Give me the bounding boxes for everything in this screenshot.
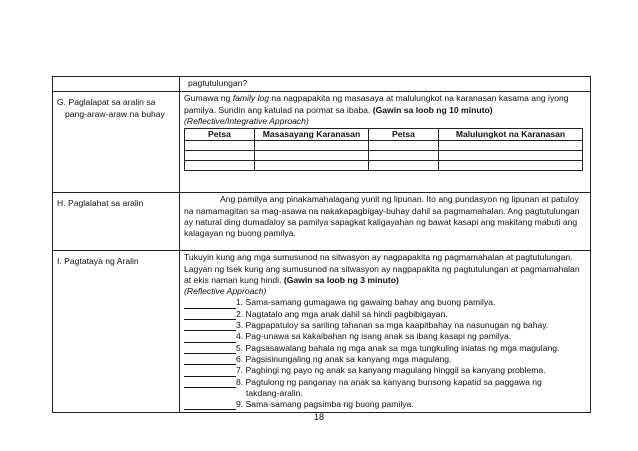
list-item: 2. Nagtatalo ang mga anak dahil sa hindi pagbibigayan. xyxy=(184,309,586,320)
answer-blank[interactable] xyxy=(184,344,236,354)
time-limit: (Gawin sa loob ng 10 minuto) xyxy=(372,104,493,115)
time-limit: (Gawin sa loob ng 3 minuto) xyxy=(283,274,399,285)
answer-blank[interactable] xyxy=(184,378,236,388)
list-item: 5. Pagsasawalang bahala ng mga anak sa mga tungkuling iniatas ng mga magulang. xyxy=(184,343,586,354)
answer-blank[interactable] xyxy=(184,310,236,320)
list-item: 3. Pagpapatuloy sa sariling tahanan sa mga kaapitbahay na nasunugan ng bahay. xyxy=(184,320,586,331)
instruction-italic: family log xyxy=(232,93,270,104)
list-item: 9. Sama-samang pagsimba ng buong pamilya. xyxy=(184,399,586,410)
row-content: pagtutulungan? xyxy=(180,77,591,92)
row-label: I. Pagtataya ng Aralin xyxy=(53,251,180,413)
answer-blank[interactable] xyxy=(184,400,236,410)
approach-label: (Reflective Approach) xyxy=(184,286,267,297)
header-cell: Petsa xyxy=(185,129,255,141)
answer-blank[interactable] xyxy=(184,299,236,309)
row-content xyxy=(180,251,591,413)
row-content xyxy=(180,92,591,193)
header-cell: Masasayang Karanasan xyxy=(255,129,369,141)
lesson-plan-table xyxy=(52,76,591,413)
list-item: 6. Pagsisinungaling ng anak sa kanyang mga magulang. xyxy=(184,354,586,365)
label-line: G. Paglalapat sa aralin sa xyxy=(57,97,156,108)
answer-blank[interactable] xyxy=(184,333,236,343)
label-line: pang-araw-araw na buhay xyxy=(65,108,165,119)
instruction-text: na nagpapakita ng masasaya at malulungkot na karanasan kasama ang iyong pamilya. Sundin ang katulad na pormat sa ibaba. xyxy=(184,93,569,115)
table-row xyxy=(53,92,591,193)
page-number: 18 xyxy=(313,412,324,422)
instruction-text: Tukuyin kung ang mga sumusunod na sitwasyon ay nagpapakita ng pagmamahalan at pagtutulungan. Lagyan ng tsek kung ang sumusunod na sitwasyon ay nagpapakita ng pagtutulungan at pagmamahalan at ekis naman kung hindi. xyxy=(184,252,580,285)
answer-blank[interactable] xyxy=(184,367,236,377)
family-log-row xyxy=(185,141,583,151)
family-log-header xyxy=(185,129,583,141)
list-item: 7. Paghingi ng payo ng anak sa kanyang magulang hinggil sa kanyang problema. xyxy=(184,365,586,376)
row-label xyxy=(53,92,180,193)
header-cell: Petsa xyxy=(369,129,439,141)
row-label xyxy=(53,77,180,92)
table-row xyxy=(53,77,591,92)
list-item: 4. Pag-unawa sa kakaibahan ng isang anak sa ibang kasapi ng pamilya. xyxy=(184,331,586,342)
table-row xyxy=(53,193,591,251)
table-row xyxy=(53,251,591,413)
family-log-row xyxy=(185,151,583,161)
summary-paragraph: Ang pamilya ang pinakamahalagang yunit ng lipunan. Ito ang pundasyon ng lipunan at patuloy na namamagitan sa mag-asawa na nakakapagbigay-buhay dahil sa pagmamahalan. Ang pagtutulungan ay natural ding dumadaloy sa pamilya sapagkat kaligayahan ng bawat kasapi ang makitang mabuti ang kalagayan ng buong pamilya. xyxy=(184,194,580,239)
answer-blank[interactable] xyxy=(184,355,236,365)
instruction-text: Gumawa ng xyxy=(184,93,233,104)
list-item: 8. Pagtulong ng panganay na anak sa kanyang bunsong kapatid sa paggawa ng xyxy=(184,377,586,388)
family-log-row xyxy=(185,161,583,171)
row-label: H. Paglalahat sa aralin xyxy=(53,193,180,251)
family-log-table xyxy=(184,128,583,171)
approach-label: (Reflective/Integrative Approach) xyxy=(184,115,309,126)
header-cell: Malulungkot na Karanasan xyxy=(439,129,583,141)
list-item: 1. Sama-samang gumagawa ng gawaing bahay ang buong pamilya. xyxy=(184,297,586,308)
list-item-continuation: takdang-aralin. xyxy=(246,387,303,398)
answer-blank[interactable] xyxy=(184,321,236,331)
row-content xyxy=(180,193,591,251)
